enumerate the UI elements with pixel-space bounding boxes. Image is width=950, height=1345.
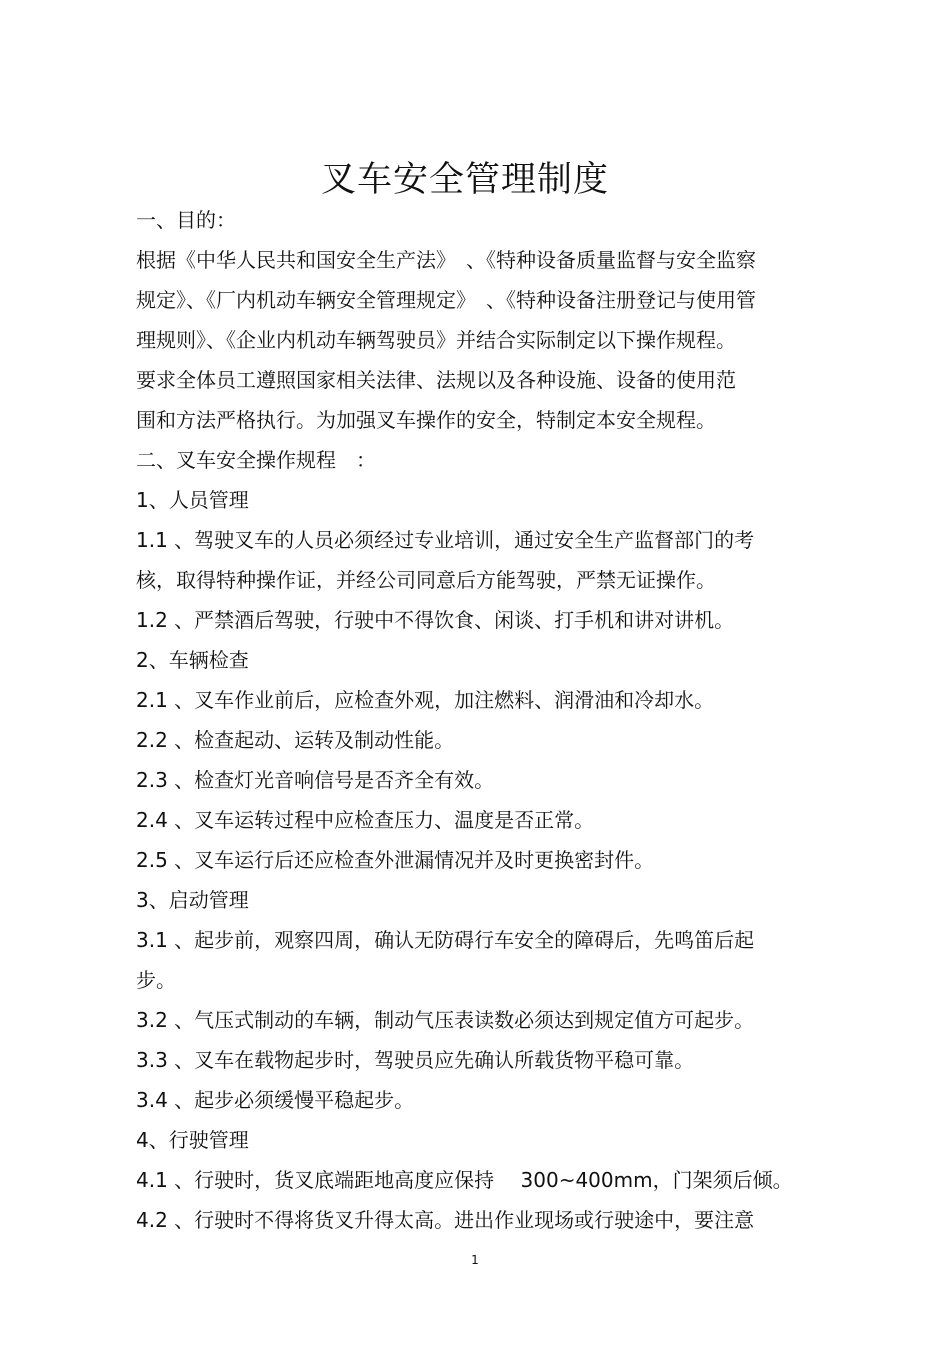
rule-line: 3.1 、起步前，观察四周，确认无防碍行车安全的障碍后，先鸣笛后起 [136, 928, 755, 952]
rule-line: 3.2 、气压式制动的车辆，制动气压表读数必须达到规定值方可起步。 [136, 1008, 755, 1032]
rule-line: 3.3 、叉车在载物起步时，驾驶员应先确认所载货物平稳可靠。 [136, 1048, 695, 1072]
document-body [136, 200, 806, 1240]
rule-line: 2.1 、叉车作业前后，应检查外观，加注燃料、润滑油和冷却水。 [136, 688, 715, 712]
rule-line: 1.1 、驾驶叉车的人员必须经过专业培训，通过安全生产监督部门的考 [136, 528, 755, 552]
page-number: 1 [471, 1253, 479, 1267]
subsection-heading: 4、行驶管理 [136, 1128, 249, 1152]
document-title: 叉车安全管理制度 [320, 160, 609, 200]
rule-line: 3.4 、起步必须缓慢平稳起步。 [136, 1088, 415, 1112]
subsection-heading: 2、车辆检查 [136, 648, 249, 672]
paragraph-line: 要求全体员工遵照国家相关法律、法规以及各种设施、设备的使用范 [136, 368, 736, 392]
rule-line: 2.5 、叉车运行后还应检查外泄漏情况并及时更换密封件。 [136, 848, 655, 872]
rule-line: 核，取得特种操作证，并经公司同意后方能驾驶，严禁无证操作。 [136, 568, 716, 592]
paragraph-line: 围和方法严格执行。为加强叉车操作的安全，特制定本安全规程。 [136, 408, 716, 432]
rule-line: 2.2 、检查起动、运转及制动性能。 [136, 728, 455, 752]
section-rules-heading: 二、叉车安全操作规程 ： [136, 448, 376, 472]
paragraph-line: 根据《中华人民共和国安全生产法》 、《特种设备质量监督与安全监察 [136, 248, 756, 272]
paragraph-line: 规定》、《厂内机动车辆安全管理规定》 、《特种设备注册登记与使用管 [136, 288, 756, 312]
rule-line: 4.1 、行驶时，货叉底端距地高度应保持 300~400mm，门架须后倾。 [136, 1168, 793, 1192]
subsection-heading: 1、人员管理 [136, 488, 249, 512]
rule-line: 步。 [136, 968, 176, 992]
rule-line: 2.4 、叉车运转过程中应检查压力、温度是否正常。 [136, 808, 595, 832]
rule-line: 1.2 、严禁酒后驾驶，行驶中不得饮食、闲谈、打手机和讲对讲机。 [136, 608, 735, 632]
section-purpose-heading: 一、目的： [136, 208, 236, 232]
subsection-heading: 3、启动管理 [136, 888, 249, 912]
rule-line: 4.2 、行驶时不得将货叉升得太高。进出作业现场或行驶途中，要注意 [136, 1208, 755, 1232]
rule-line: 2.3 、检查灯光音响信号是否齐全有效。 [136, 768, 495, 792]
paragraph-line: 理规则》、《企业内机动车辆驾驶员》并结合实际制定以下操作规程。 [136, 328, 736, 352]
